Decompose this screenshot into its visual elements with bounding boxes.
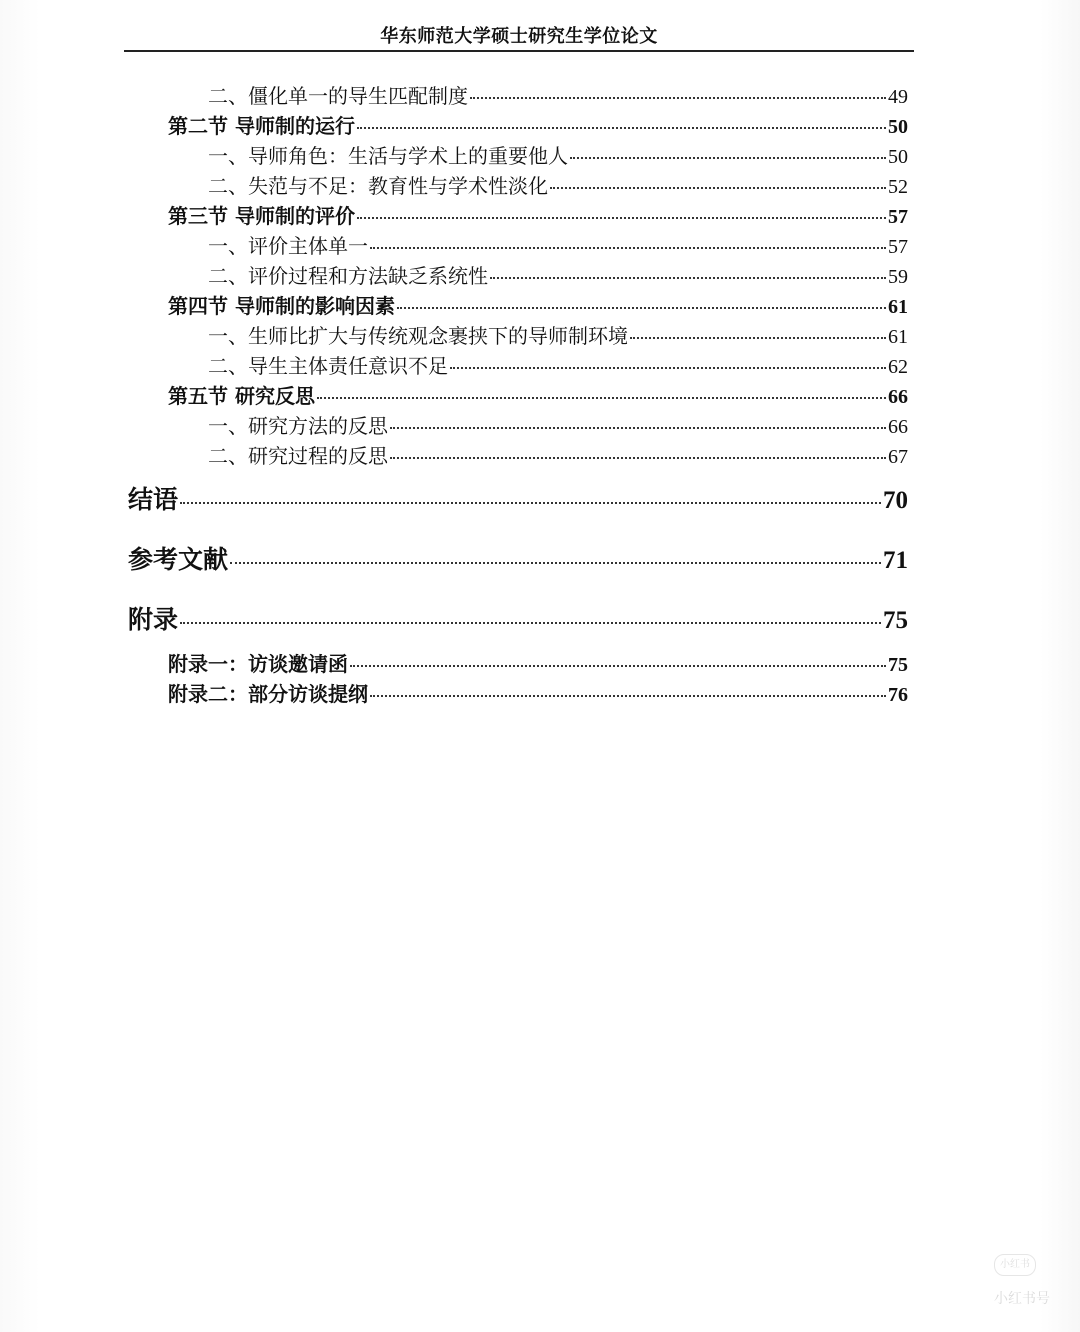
toc-entry[interactable] xyxy=(208,440,908,470)
toc-entry-page: 50 xyxy=(888,146,908,168)
toc-entry-label: 二、僵化单一的导生匹配制度 xyxy=(208,84,468,108)
toc-entry[interactable] xyxy=(208,140,908,170)
dot-leader xyxy=(317,397,886,399)
dot-leader xyxy=(470,97,886,99)
toc-entry-page: 57 xyxy=(888,206,908,228)
toc-entry-page: 70 xyxy=(883,487,908,514)
watermark-text: 小红书号 xyxy=(994,1291,1050,1307)
toc-entry[interactable] xyxy=(208,170,908,200)
watermark-badge: 小红书 xyxy=(994,1254,1036,1276)
toc-entry-page: 49 xyxy=(888,86,908,108)
toc-entry-label: 附录 xyxy=(128,605,179,634)
toc-entry-page: 62 xyxy=(888,356,908,378)
toc-entry-label: 二、评价过程和方法缺乏系统性 xyxy=(208,264,488,288)
dot-leader xyxy=(550,187,886,189)
toc-entry[interactable] xyxy=(128,600,908,636)
toc-entry[interactable] xyxy=(208,260,908,290)
toc-entry-label: 附录一：访谈邀请函 xyxy=(168,652,348,676)
dot-leader xyxy=(630,337,886,339)
toc-entry[interactable] xyxy=(168,200,908,230)
toc-entry[interactable] xyxy=(208,230,908,260)
dot-leader xyxy=(370,695,886,697)
dot-leader xyxy=(390,457,886,459)
toc-entry[interactable] xyxy=(168,290,908,320)
toc-entry[interactable] xyxy=(208,410,908,440)
dot-leader xyxy=(490,277,886,279)
dot-leader xyxy=(397,307,886,309)
running-header xyxy=(124,14,914,52)
toc-entry-page: 66 xyxy=(888,416,908,438)
toc-entry-label: 第四节 导师制的影响因素 xyxy=(168,294,395,318)
toc-entry-page: 52 xyxy=(888,176,908,198)
toc-entry-label: 二、失范与不足：教育性与学术性淡化 xyxy=(208,174,548,198)
toc-entry-label: 二、研究过程的反思 xyxy=(208,444,388,468)
dot-leader xyxy=(230,562,881,564)
toc-entry-page: 75 xyxy=(883,607,908,634)
toc-entry-label: 第三节 导师制的评价 xyxy=(168,204,355,228)
dot-leader xyxy=(180,502,881,504)
toc-entry-page: 61 xyxy=(888,296,908,318)
toc-entry-page: 50 xyxy=(888,116,908,138)
toc-entry-label: 二、导生主体责任意识不足 xyxy=(208,354,448,378)
dot-leader xyxy=(450,367,886,369)
toc-entry[interactable] xyxy=(168,110,908,140)
dot-leader xyxy=(357,217,886,219)
toc-entry-label: 第五节 研究反思 xyxy=(168,384,315,408)
toc-entry-label: 参考文献 xyxy=(128,545,229,574)
toc-entry-page: 67 xyxy=(888,446,908,468)
toc-entry-page: 59 xyxy=(888,266,908,288)
toc-entry-page: 57 xyxy=(888,236,908,258)
dot-leader xyxy=(180,622,881,624)
dot-leader xyxy=(357,127,886,129)
toc-entry-label: 一、评价主体单一 xyxy=(208,234,368,258)
header-rule xyxy=(124,50,914,52)
toc-entry-label: 附录二：部分访谈提纲 xyxy=(168,682,368,706)
toc-entry[interactable] xyxy=(208,80,908,110)
toc-entry-page: 61 xyxy=(888,326,908,348)
dot-leader xyxy=(570,157,886,159)
toc-entry-page: 75 xyxy=(888,654,908,676)
dot-leader xyxy=(390,427,886,429)
dot-leader xyxy=(350,665,886,667)
toc-entry[interactable] xyxy=(168,648,908,678)
toc-entry[interactable] xyxy=(168,380,908,410)
toc-entry-label: 一、导师角色：生活与学术上的重要他人 xyxy=(208,144,568,168)
toc-entry-label: 第二节 导师制的运行 xyxy=(168,114,355,138)
toc-entry-label: 结语 xyxy=(128,485,179,514)
toc-entry[interactable] xyxy=(168,678,908,708)
dot-leader xyxy=(370,247,886,249)
toc-entry-page: 66 xyxy=(888,386,908,408)
toc-entry[interactable] xyxy=(208,350,908,380)
toc-entry[interactable] xyxy=(128,480,908,516)
toc-entry[interactable] xyxy=(128,540,908,576)
toc-entry-page: 76 xyxy=(888,684,908,706)
toc-entry-page: 71 xyxy=(883,547,908,574)
toc-entry[interactable] xyxy=(208,320,908,350)
toc-entry-label: 一、生师比扩大与传统观念裹挟下的导师制环境 xyxy=(208,324,628,348)
toc-entry-label: 一、研究方法的反思 xyxy=(208,414,388,438)
header-title: 华东师范大学硕士研究生学位论文 xyxy=(380,26,658,47)
